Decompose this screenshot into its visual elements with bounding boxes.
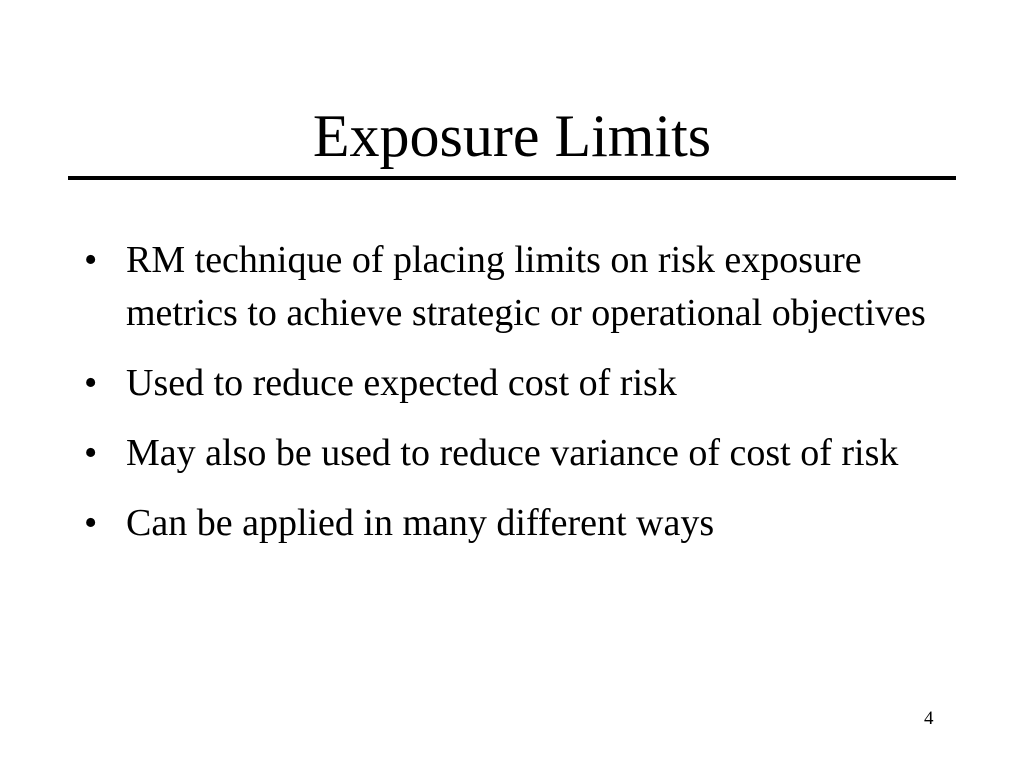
slide-title: Exposure Limits — [312, 103, 712, 169]
bullet-icon: • — [84, 239, 98, 281]
bullet-text: Can be applied in many different ways — [126, 502, 715, 544]
page-number: 4 — [924, 708, 934, 729]
bullet-text: Used to reduce expected cost of risk — [126, 362, 677, 404]
bullet-text: RM technique of placing limits on risk exposure metrics to achieve strategic or operational objectives — [126, 239, 926, 334]
bullet-item — [84, 497, 964, 550]
bullet-icon: • — [84, 362, 98, 404]
title-underline — [68, 176, 956, 180]
bullet-list — [84, 234, 964, 567]
bullet-item — [84, 357, 964, 410]
bullet-icon: • — [84, 502, 98, 544]
bullet-text: May also be used to reduce variance of cost of risk — [126, 432, 899, 474]
bullet-icon: • — [84, 432, 98, 474]
bullet-item — [84, 234, 964, 340]
bullet-item — [84, 427, 964, 480]
